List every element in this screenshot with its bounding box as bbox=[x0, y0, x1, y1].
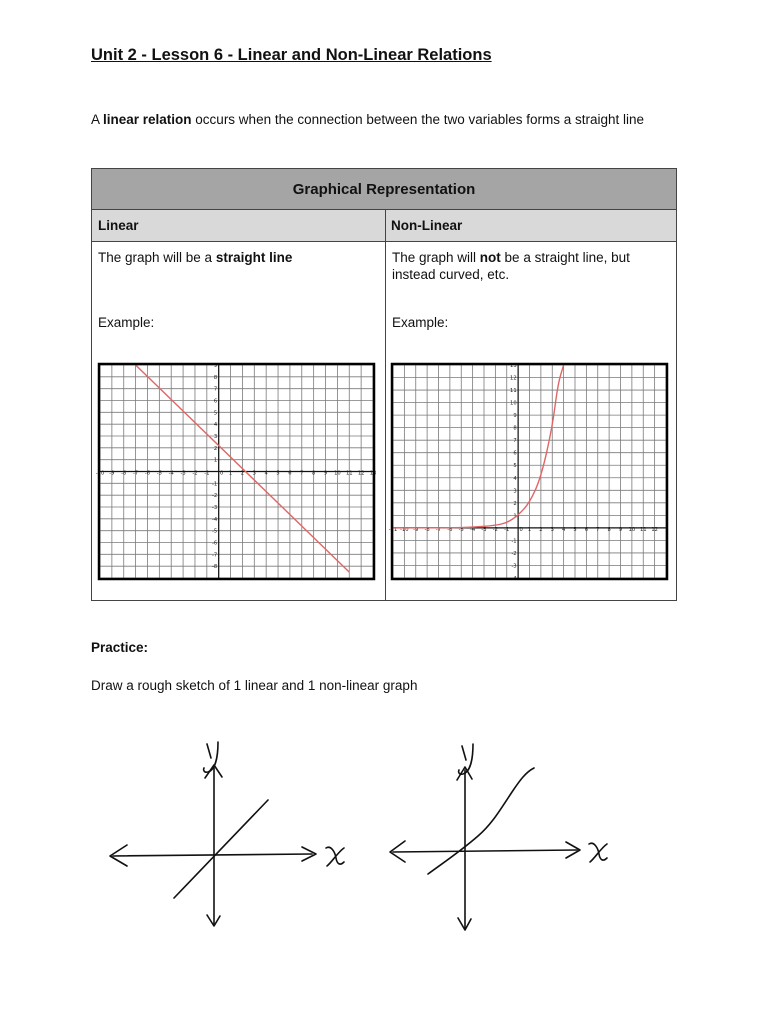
non-linear-example-label: Example: bbox=[392, 315, 449, 330]
y-tick-label: -2 bbox=[511, 550, 517, 557]
x-tick-label: 8 bbox=[311, 470, 316, 477]
x-tick-label: 10 bbox=[334, 470, 341, 477]
x-tick-label: 2 bbox=[539, 526, 543, 533]
x-tick-label: -8 bbox=[424, 526, 430, 533]
x-tick-label: 2 bbox=[240, 470, 245, 477]
x-tick-label: -7 bbox=[133, 470, 139, 477]
x-tick-label: 4 bbox=[264, 470, 268, 477]
x-tick-label: 11 bbox=[345, 470, 353, 477]
y-tick-label: 9 bbox=[213, 363, 218, 369]
x-tick-label: -9 bbox=[109, 470, 115, 477]
x-tick-label: -1 bbox=[204, 470, 210, 477]
x-tick-label: 9 bbox=[618, 526, 623, 533]
y-tick-label: -2 bbox=[212, 493, 218, 500]
x-tick-label: -4 bbox=[168, 470, 174, 477]
x-tick-label: 13 bbox=[369, 470, 377, 477]
y-tick-label: 2 bbox=[213, 445, 218, 452]
non-linear-description bbox=[392, 249, 662, 283]
x-tick-label: 11 bbox=[639, 526, 647, 533]
x-tick-label: 9 bbox=[323, 470, 328, 477]
non-linear-text-before: The graph will bbox=[392, 250, 480, 265]
x-tick-label: -4 bbox=[470, 526, 476, 533]
x-tick-label: -7 bbox=[435, 526, 442, 533]
x-tick-label: 7 bbox=[596, 526, 600, 533]
x-tick-label: 0 bbox=[519, 526, 523, 533]
sketch-linear-line bbox=[174, 800, 268, 898]
x-tick-label: 12 bbox=[357, 470, 365, 477]
x-tick-label: 4 bbox=[561, 526, 566, 533]
x-tick-label: 5 bbox=[276, 470, 280, 477]
x-tick-label: -1 bbox=[504, 526, 510, 533]
x-tick-label: 12 bbox=[651, 526, 658, 533]
table-header: Graphical Representation bbox=[92, 169, 676, 210]
page-title: Unit 2 - Lesson 6 - Linear and Non-Linear Relations bbox=[91, 46, 492, 64]
y-tick-label: 5 bbox=[213, 410, 218, 417]
intro-rest: occurs when the connection between the two variables forms a straight line bbox=[191, 112, 645, 127]
x-tick-label: -8 bbox=[121, 470, 127, 477]
y-tick-label: 9 bbox=[513, 413, 517, 420]
y-tick-label: 8 bbox=[213, 374, 218, 381]
sketch-nonlinear-x-letter bbox=[589, 843, 607, 862]
y-tick-label: -1 bbox=[212, 481, 218, 488]
x-tick-label: -10 bbox=[400, 526, 409, 533]
linear-description bbox=[98, 249, 378, 266]
x-tick-label: -9 bbox=[413, 526, 419, 533]
y-tick-label: 6 bbox=[513, 450, 517, 457]
x-tick-label: -6 bbox=[144, 470, 151, 477]
y-tick-label: 1 bbox=[213, 457, 218, 464]
series-line bbox=[393, 365, 564, 528]
column-heading-non-linear: Non-Linear bbox=[391, 218, 463, 233]
y-tick-label: 7 bbox=[213, 386, 218, 393]
linear-text-bold: straight line bbox=[215, 250, 293, 265]
column-heading-linear: Linear bbox=[98, 218, 139, 233]
x-tick-label: -2 bbox=[492, 526, 498, 533]
graphical-representation-table bbox=[91, 168, 677, 601]
linear-text-before: The graph will be a bbox=[98, 250, 216, 265]
x-tick-label: 8 bbox=[607, 526, 611, 533]
y-tick-label: -4 bbox=[212, 516, 218, 523]
x-tick-label: -5 bbox=[458, 526, 464, 533]
grid bbox=[393, 365, 666, 578]
y-tick-label: 6 bbox=[213, 398, 218, 405]
y-tick-label: 2 bbox=[513, 500, 517, 507]
linear-graph bbox=[95, 363, 377, 580]
y-tick-label: 7 bbox=[513, 438, 517, 445]
hand-drawn-sketches bbox=[0, 730, 768, 960]
x-tick-label: -6 bbox=[447, 526, 453, 533]
y-tick-label: -5 bbox=[212, 528, 218, 535]
y-tick-label: 4 bbox=[513, 475, 517, 482]
x-tick-label: 6 bbox=[584, 526, 589, 533]
y-tick-label: 5 bbox=[513, 463, 517, 470]
x-tick-label: -2 bbox=[192, 470, 198, 477]
non-linear-text-after: be a straight line, but instead curved, etc. bbox=[392, 250, 630, 282]
x-tick-label: 3 bbox=[252, 470, 256, 477]
y-tick-label: 8 bbox=[513, 425, 517, 432]
intro-text bbox=[91, 112, 644, 127]
y-tick-label: -8 bbox=[212, 564, 218, 571]
sketch-nonlinear-x-axis bbox=[393, 850, 577, 852]
x-tick-label: 3 bbox=[550, 526, 554, 533]
y-tick-label: 12 bbox=[510, 375, 517, 382]
linear-example-label: Example: bbox=[98, 315, 155, 330]
x-tick-label: -10 bbox=[95, 470, 105, 477]
y-tick-label: -1 bbox=[511, 538, 517, 545]
sketch-nonlinear-curve bbox=[428, 768, 534, 874]
non-linear-graph bbox=[388, 363, 668, 582]
x-tick-label: -3 bbox=[481, 526, 487, 533]
y-tick-label: 10 bbox=[510, 400, 517, 407]
practice-heading: Practice: bbox=[91, 640, 149, 655]
x-tick-label: 5 bbox=[573, 526, 577, 533]
x-tick-label: 7 bbox=[300, 470, 304, 477]
x-tick-label: 1 bbox=[527, 526, 532, 533]
y-tick-label: 11 bbox=[510, 388, 517, 395]
x-tick-label: -3 bbox=[180, 470, 186, 477]
x-tick-label: -5 bbox=[156, 470, 162, 477]
y-tick-label: -3 bbox=[511, 563, 517, 570]
x-tick-label: 1 bbox=[228, 470, 233, 477]
y-tick-label: 3 bbox=[213, 434, 218, 440]
practice-instruction: Draw a rough sketch of 1 linear and 1 non-linear graph bbox=[91, 678, 418, 693]
y-tick-label: 1 bbox=[513, 513, 517, 520]
y-tick-label: -4 bbox=[511, 576, 517, 582]
y-tick-label: 3 bbox=[513, 488, 517, 495]
y-tick-label: -3 bbox=[212, 505, 218, 511]
intro-prefix: A bbox=[91, 112, 104, 127]
x-tick-label: 0 bbox=[220, 470, 224, 477]
y-tick-label: 13 bbox=[510, 363, 517, 369]
sketch-linear-x-letter bbox=[326, 847, 344, 866]
x-tick-label: 6 bbox=[288, 470, 292, 477]
y-tick-label: -6 bbox=[212, 540, 218, 547]
y-tick-label: 4 bbox=[213, 422, 218, 429]
intro-term: linear relation bbox=[103, 112, 192, 127]
non-linear-text-bold: not bbox=[479, 250, 501, 265]
x-tick-label: 10 bbox=[628, 526, 636, 533]
x-tick-label: -11 bbox=[388, 526, 398, 533]
table-subheader bbox=[92, 210, 676, 242]
column-divider bbox=[385, 210, 386, 601]
y-tick-label: -7 bbox=[212, 552, 218, 559]
sketch-linear-x-axis bbox=[113, 854, 312, 856]
